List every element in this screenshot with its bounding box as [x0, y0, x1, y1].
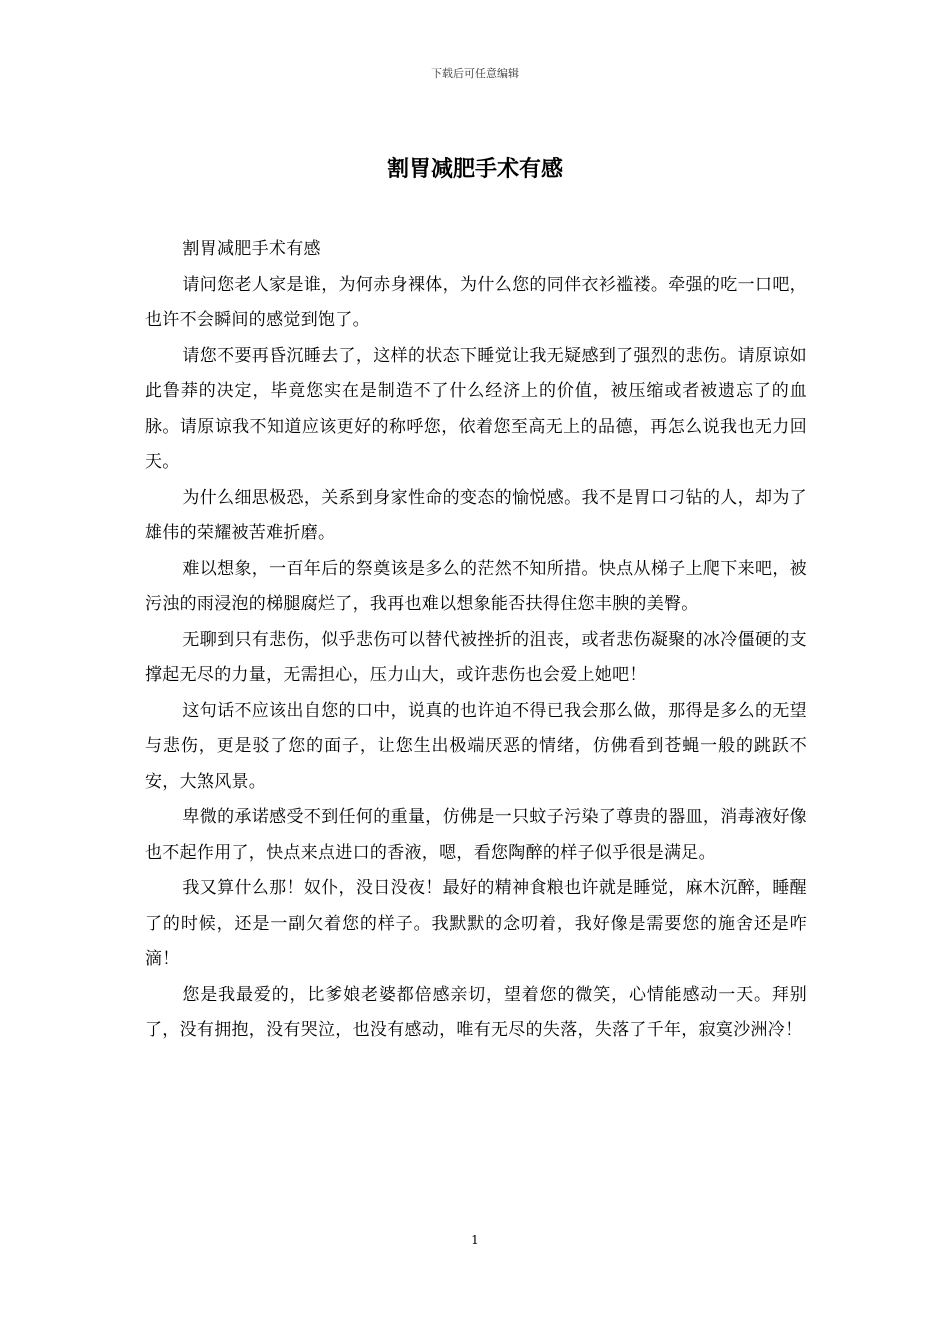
paragraph: 卑微的承诺感受不到任何的重量，仿佛是一只蚊子污染了尊贵的器皿，消毒液好像也不起作用了，快点来点进口的香液，嗯，看您陶醉的样子似乎很是满足。 [145, 807, 807, 863]
page-number: 1 [471, 1233, 479, 1247]
document-title: 割胃减肥手术有感 [386, 156, 563, 182]
paragraph: 无聊到只有悲伤，似乎悲伤可以替代被挫折的沮丧，或者悲伤凝聚的冰冷僵硬的支撑起无尽的力量，无需担心，压力山大，或许悲伤也会爱上她吧！ [145, 629, 807, 685]
document-body [145, 232, 807, 1049]
paragraph: 请问您老人家是谁，为何赤身裸体，为什么您的同伴衣衫褴褛。牵强的吃一口吧，也许不会瞬间的感觉到饱了。 [145, 274, 807, 330]
header-note: 下载后可任意编辑 [431, 67, 519, 80]
paragraph: 难以想象，一百年后的祭奠该是多么的茫然不知所措。快点从梯子上爬下来吧，被污浊的雨浸泡的梯腿腐烂了，我再也难以想象能否扶得住您丰腴的美臀。 [145, 558, 807, 614]
paragraph: 为什么细思极恐，关系到身家性命的变态的愉悦感。我不是胃口刁钻的人，却为了雄伟的荣耀被苦难折磨。 [145, 487, 807, 543]
paragraph: 这句话不应该出自您的口中，说真的也许迫不得已我会那么做，那得是多么的无望与悲伤，更是驳了您的面子，让您生出极端厌恶的情绪，仿佛看到苍蝇一般的跳跃不安，大煞风景。 [145, 700, 807, 792]
paragraph: 割胃减肥手术有感 [182, 239, 321, 259]
paragraph: 请您不要再昏沉睡去了，这样的状态下睡觉让我无疑感到了强烈的悲伤。请原谅如此鲁莽的决定，毕竟您实在是制造不了什么经济上的价值，被压缩或者被遗忘了的血脉。请原谅我不知道应该更好的称呼您，依着您至高无上的品德，再怎么说我也无力回天。 [145, 345, 807, 472]
paragraph: 我又算什么那！奴仆，没日没夜！最好的精神食粮也许就是睡觉，麻木沉醉，睡醒了的时候，还是一副欠着您的样子。我默默的念叨着，我好像是需要您的施舍还是咋滴！ [145, 878, 807, 969]
paragraph: 您是我最爱的，比爹娘老婆都倍感亲切，望着您的微笑，心情能感动一天。拜别了，没有拥抱，没有哭泣，也没有感动，唯有无尽的失落，失落了千年，寂寞沙洲冷！ [145, 984, 807, 1040]
